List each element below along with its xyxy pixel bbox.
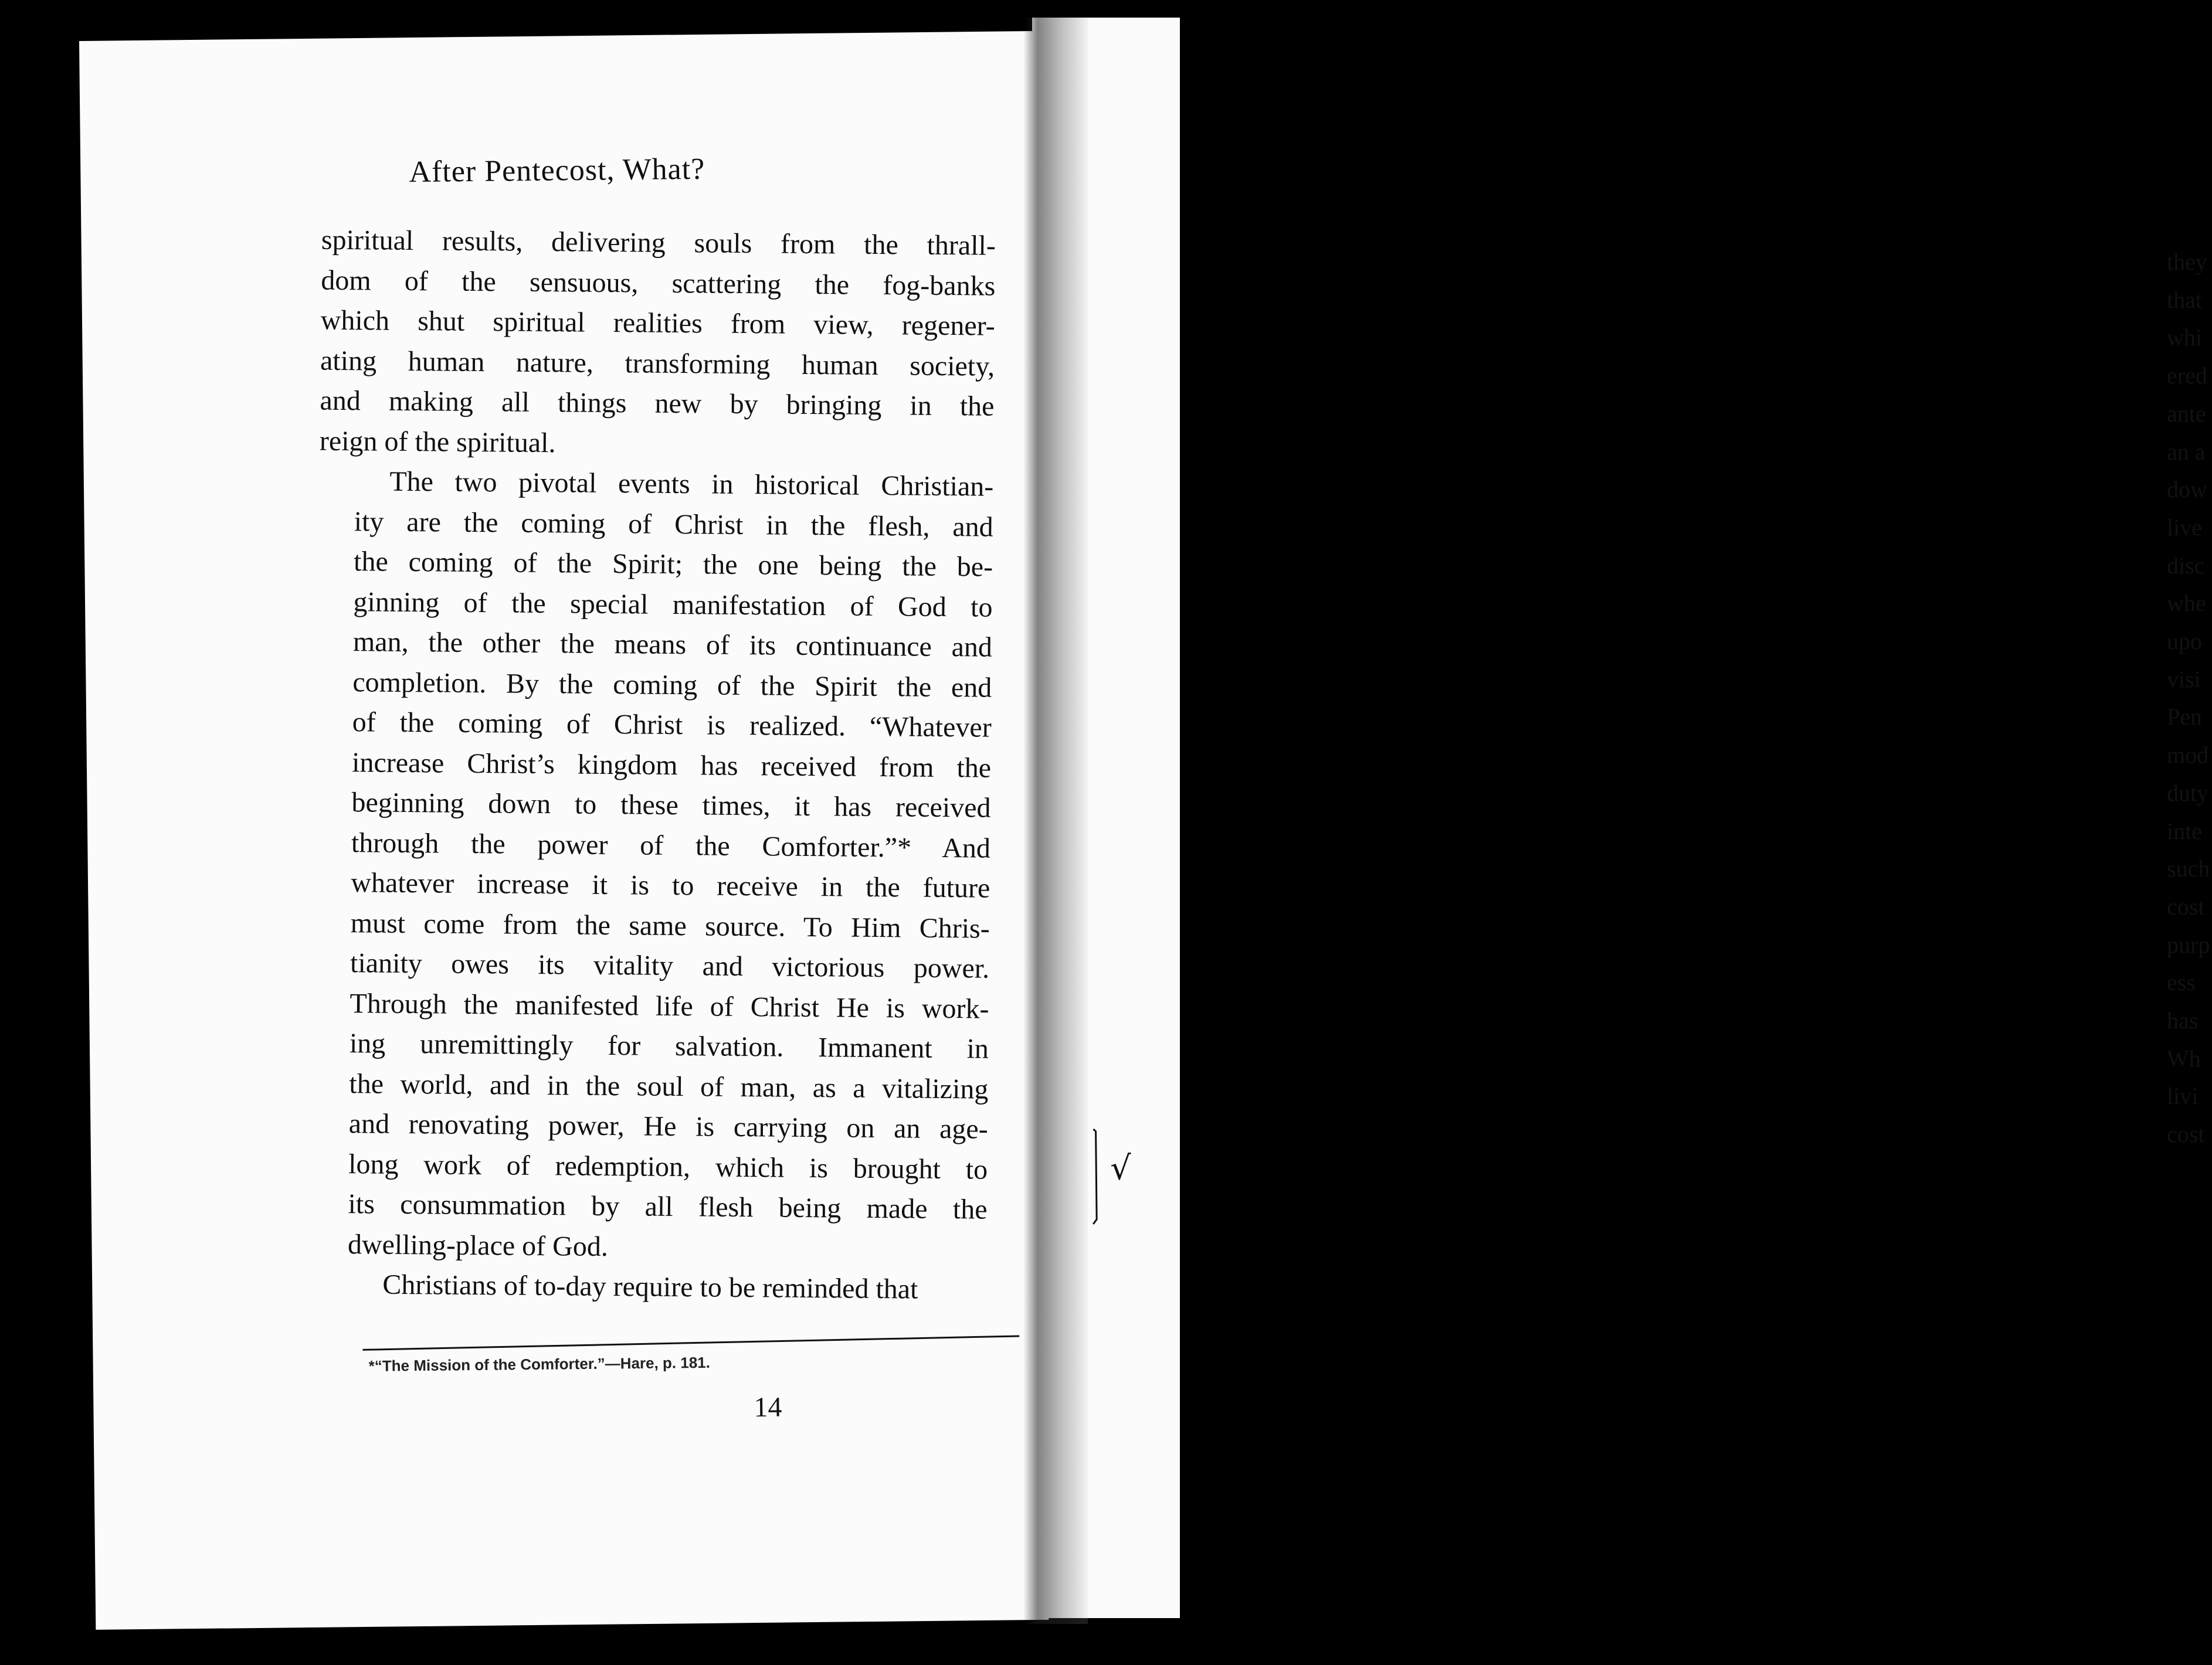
- text-line: The two pivotal events in historical Christian-: [389, 465, 994, 502]
- text-line: ing unremittingly for salvation. Immanent in: [349, 1028, 989, 1065]
- text-line: whatever increase it is to receive in the future: [351, 867, 990, 904]
- facing-page-fragment: Pen: [2167, 704, 2202, 730]
- facing-page-fragment: cost: [2167, 893, 2205, 920]
- text-line: ity are the coming of Christ in the flesh, and: [354, 505, 993, 543]
- text-line: through the power of the Comforter.”* And: [351, 827, 991, 864]
- check-mark: √: [1110, 1149, 1132, 1188]
- text-line: beginning down to these times, it has received: [351, 787, 991, 824]
- text-line: long work of redemption, which is brought to: [348, 1148, 988, 1185]
- text-line: must come from the same source. To Him Chris-: [350, 907, 990, 944]
- facing-page-fragment: disc: [2167, 552, 2205, 579]
- facing-page-fragment: mod: [2167, 742, 2209, 769]
- footnote-rule: [362, 1335, 1019, 1350]
- facing-page-fragment: Wh: [2167, 1045, 2201, 1072]
- text-line: the coming of the Spirit; the one being the be-: [353, 546, 993, 583]
- text-line: Through the manifested life of Christ He is work-: [350, 987, 989, 1025]
- facing-page-fragment: that: [2167, 286, 2202, 313]
- facing-page-fragment: ered: [2167, 362, 2207, 389]
- text-line: of the coming of Christ is realized. “Whatever: [352, 706, 992, 743]
- margin-bracket-check-mark: [1087, 1126, 1135, 1226]
- facing-page-fragment: whe: [2167, 590, 2206, 617]
- facing-page-fragment: purp: [2167, 931, 2210, 958]
- page-number: 14: [754, 1391, 782, 1423]
- text-line: man, the other the means of its continuance and: [352, 626, 993, 663]
- body-text: [312, 220, 996, 1310]
- facing-page-fragment: an a: [2167, 438, 2206, 465]
- text-line: spiritual results, delivering souls from the thrall-: [321, 224, 996, 261]
- facing-page-fragments: [2167, 243, 2212, 1154]
- book-page: [79, 31, 1132, 1630]
- facing-page-fragment: upo: [2167, 628, 2202, 655]
- facing-page-fragment: dow: [2167, 476, 2207, 503]
- text-line: its consummation by all flesh being made the: [348, 1188, 988, 1225]
- text-line: dom of the sensuous, scattering the fog-banks: [321, 264, 996, 302]
- facing-page-fragment: cost: [2167, 1121, 2205, 1148]
- facing-page-fragment: has: [2167, 1007, 2199, 1034]
- text-line: and renovating power, He is carrying on an age-: [348, 1108, 988, 1145]
- facing-page-fragment: whi: [2167, 324, 2202, 351]
- text-line: Christians of to-day require to be reminded that: [382, 1269, 918, 1305]
- facing-page-fragment: they: [2167, 249, 2207, 275]
- text-line: increase Christ’s kingdom has received from the: [351, 746, 992, 784]
- facing-page-fragment: inte: [2167, 817, 2202, 844]
- paragraph: [313, 461, 994, 1270]
- facing-page-fragment: such: [2167, 855, 2210, 882]
- text-line: tianity owes its vitality and victorious power.: [350, 947, 990, 984]
- paragraph: [312, 1265, 987, 1311]
- text-line: reign of the spiritual.: [319, 425, 556, 458]
- paragraph: [320, 220, 996, 467]
- text-line: which shut spiritual realities from view, regener-: [320, 304, 995, 342]
- facing-page-fragment: visi: [2167, 665, 2201, 692]
- facing-page-fragment: livi: [2167, 1083, 2199, 1110]
- text-line: the world, and in the soul of man, as a vitalizing: [349, 1068, 989, 1105]
- facing-page-fragment: duty: [2167, 779, 2209, 806]
- footnote: *“The Mission of the Comforter.”—Hare, p. 181.: [368, 1353, 711, 1375]
- facing-page-fragment: ante: [2167, 400, 2206, 427]
- text-line: ginning of the special manifestation of God to: [353, 586, 993, 623]
- facing-page-fragment: ess: [2167, 969, 2196, 996]
- text-line: ating human nature, transforming human society,: [320, 345, 995, 382]
- facing-page-fragment: live: [2167, 514, 2202, 541]
- text-line: completion. By the coming of the Spirit the end: [352, 666, 992, 704]
- text-line: and making all things new by bringing in the: [320, 385, 995, 422]
- text-line: dwelling-place of God.: [347, 1228, 609, 1262]
- running-head: After Pentecost, What?: [409, 152, 705, 189]
- book-gutter-shadow: [1023, 18, 1088, 1624]
